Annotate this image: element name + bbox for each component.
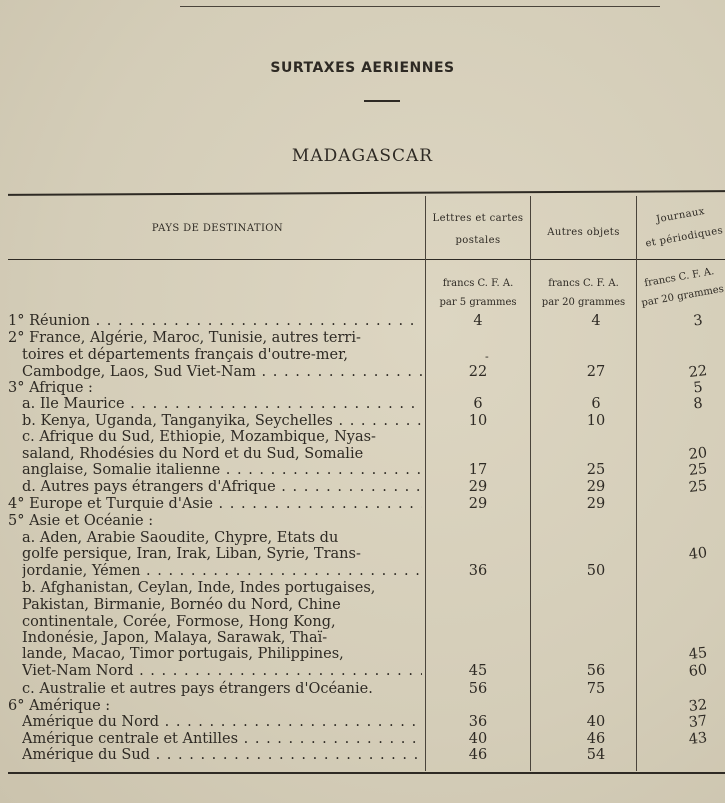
cell-v1: 29 <box>468 496 488 512</box>
row-label: b. Afghanistan, Ceylan, Inde, Indes portugaises, <box>22 580 376 596</box>
row-label: golfe persique, Iran, Irak, Liban, Syrie, Trans- <box>22 546 361 562</box>
cell-v1: 29 <box>468 479 488 495</box>
cell-v1: 40 <box>468 731 488 747</box>
cell-v3: 5 <box>692 379 704 397</box>
header-journaux <box>637 198 725 256</box>
cell-v2: 54 <box>586 747 606 763</box>
header-bottom-rule <box>8 259 725 260</box>
row-label: a. Ile Maurice . . . <box>22 396 422 412</box>
table-row <box>8 563 720 579</box>
row-label: anglaise, Somalie italienne . . . <box>22 462 422 478</box>
unit-journaux-line2: par 20 grammes <box>640 283 725 310</box>
row-label: Amérique du Sud . . . <box>22 747 422 763</box>
title-underline <box>364 100 400 102</box>
table-row <box>8 681 720 697</box>
cell-v2: 75 <box>586 681 606 697</box>
row-label: lande, Macao, Timor portugais, Philippines, <box>22 646 344 662</box>
table-row <box>8 597 720 613</box>
unit-journaux-line1: francs C. F. A. <box>643 266 716 290</box>
row-label: jordanie, Yémen . . . <box>22 563 422 579</box>
row-label: Cambodge, Laos, Sud Viet-Nam . . . <box>22 364 422 380</box>
table-row <box>8 364 720 380</box>
cell-v2: 50 <box>586 563 606 579</box>
cell-v2: 29 <box>586 479 606 495</box>
table-row <box>8 347 720 363</box>
row-label: 2° France, Algérie, Maroc, Tunisie, autres terri- <box>8 330 361 346</box>
cell-v3: 43 <box>687 730 709 748</box>
row-label: b. Kenya, Uganda, Tanganyika, Seychelles . . . <box>22 413 422 429</box>
header-pays: PAYS DE DESTINATION <box>151 223 284 234</box>
table-row <box>8 513 720 529</box>
cell-v1: 22 <box>468 364 488 380</box>
cell-v3: 20 <box>687 445 709 463</box>
table-row <box>8 496 720 512</box>
cell-v3: 45 <box>687 645 709 663</box>
cell-v2: 6 <box>591 396 601 412</box>
header-lettres-line2: postales <box>455 235 501 246</box>
table-row <box>8 614 720 630</box>
table-row <box>8 462 720 478</box>
table-row <box>8 747 720 763</box>
cell-v1: 56 <box>468 681 488 697</box>
page-title: SURTAXES AERIENNES <box>270 60 455 76</box>
header-journaux-line1: Journaux <box>655 206 706 226</box>
row-label: Amérique du Nord . . . <box>22 714 422 730</box>
table-row <box>8 630 720 646</box>
table-row <box>8 479 720 495</box>
table-top-rule <box>8 190 725 196</box>
cell-v2: 4 <box>591 313 601 329</box>
row-label: a. Aden, Arabie Saoudite, Chypre, Etats du <box>22 530 339 546</box>
cell-v3: 25 <box>687 461 709 479</box>
row-label: 1° Réunion . . . <box>8 313 422 329</box>
row-label: c. Australie et autres pays étrangers d'Océanie. <box>22 681 373 697</box>
cell-v1: 10 <box>468 413 488 429</box>
table-row <box>8 731 720 747</box>
table-row <box>8 396 720 412</box>
cell-v3: 8 <box>692 395 704 413</box>
cell-v2: 27 <box>586 364 606 380</box>
cell-v1: 46 <box>468 747 488 763</box>
cell-v1: 36 <box>468 714 488 730</box>
cell-v2: 29 <box>586 496 606 512</box>
row-label: 5° Asie et Océanie : <box>8 513 154 529</box>
cell-v3: 3 <box>692 312 704 330</box>
table-row <box>8 663 720 679</box>
cell-v1: 6 <box>473 396 483 412</box>
unit-lettres <box>426 274 530 312</box>
table-row <box>8 530 720 546</box>
table-row <box>8 646 720 662</box>
unit-autres <box>531 274 636 312</box>
cell-v3: 32 <box>687 697 709 715</box>
table-row <box>8 546 720 562</box>
header-journaux-line2: et périodiques <box>644 225 724 250</box>
table-row <box>8 698 720 714</box>
row-label: Amérique centrale et Antilles . . . <box>22 731 422 747</box>
cell-v3: 40 <box>687 545 709 563</box>
row-label: 3° Afrique : <box>8 380 93 396</box>
row-label: toires et départements français d'outre-mer, <box>22 347 349 363</box>
cell-v2: 10 <box>586 413 606 429</box>
unit-autres-line2: par 20 grammes <box>541 297 626 308</box>
table-bottom-rule <box>8 772 725 774</box>
header-autres: Autres objets <box>547 227 620 238</box>
cell-v1: 4 <box>473 313 483 329</box>
cell-v3: 25 <box>687 478 709 496</box>
cell-v2: 46 <box>586 731 606 747</box>
top-rule <box>180 6 660 7</box>
table-row <box>8 413 720 429</box>
unit-autres-line1: francs C. F. A. <box>548 278 619 289</box>
cell-v3: 60 <box>687 662 709 680</box>
cell-v3: 37 <box>687 713 709 731</box>
table-row <box>8 330 720 346</box>
table-row <box>8 446 720 462</box>
header-lettres <box>426 208 530 252</box>
row-label: Indonésie, Japon, Malaya, Sarawak, Thaï- <box>22 630 328 646</box>
cell-v2: 25 <box>586 462 606 478</box>
row-label: Pakistan, Birmanie, Bornéo du Nord, Chine <box>22 597 341 613</box>
row-label: 6° Amérique : <box>8 698 111 714</box>
unit-journaux <box>635 261 725 313</box>
header-lettres-line1: Lettres et cartes <box>432 213 524 224</box>
dash-mark: - <box>485 350 489 363</box>
row-label: 4° Europe et Turquie d'Asie . . . <box>8 496 422 512</box>
table-row <box>8 580 720 596</box>
cell-v1: 36 <box>468 563 488 579</box>
cell-v3: 22 <box>687 363 709 381</box>
row-label: saland, Rhodésies du Nord et du Sud, Somalie <box>22 446 364 462</box>
row-label: c. Afrique du Sud, Ethiopie, Mozambique, Nyas- <box>22 429 376 445</box>
cell-v2: 40 <box>586 714 606 730</box>
cell-v1: 17 <box>468 462 488 478</box>
row-label: Viet-Nam Nord . . . <box>22 663 422 679</box>
table-row <box>8 429 720 445</box>
cell-v1: 45 <box>468 663 488 679</box>
table-row <box>8 313 720 329</box>
cell-v2: 56 <box>586 663 606 679</box>
unit-lettres-line2: par 5 grammes <box>439 297 517 308</box>
table-row <box>8 714 720 730</box>
row-label: continentale, Corée, Formose, Hong Kong, <box>22 614 336 630</box>
row-label: d. Autres pays étrangers d'Afrique . . . <box>22 479 422 495</box>
page-subtitle: MADAGASCAR <box>291 146 434 166</box>
unit-lettres-line1: francs C. F. A. <box>442 278 514 289</box>
table-row <box>8 380 720 396</box>
